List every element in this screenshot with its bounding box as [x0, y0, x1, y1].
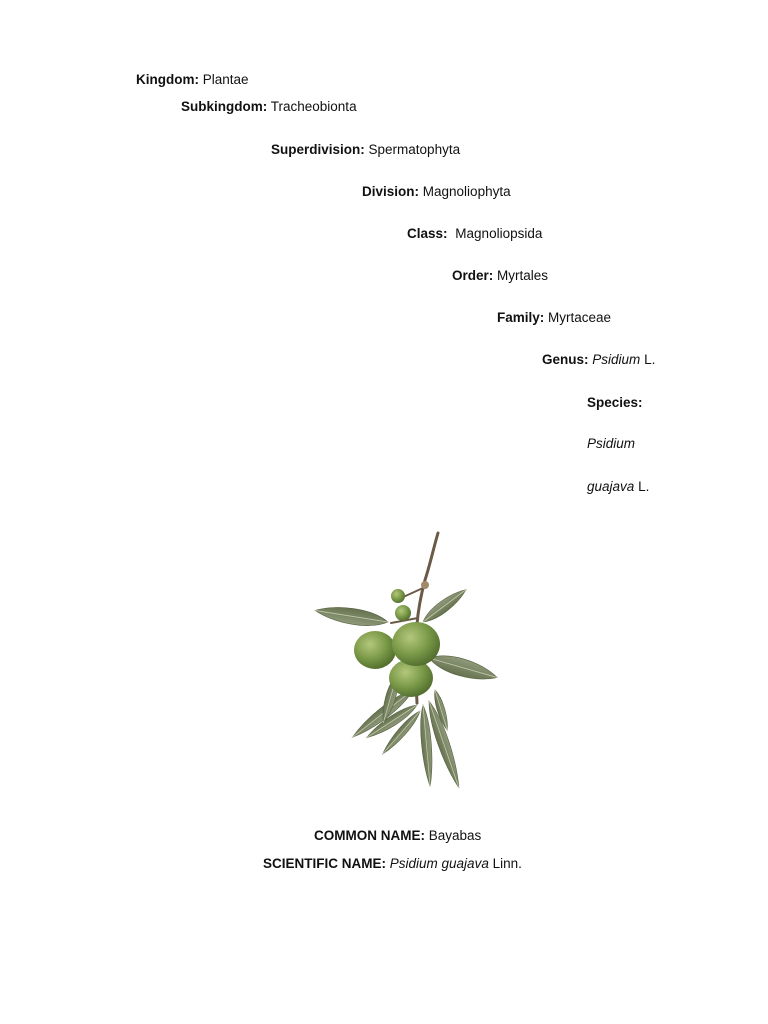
- guava-bud: [395, 605, 411, 621]
- genus-line: [542, 352, 655, 368]
- kingdom-line: [136, 72, 249, 88]
- species-genus: Psidium: [587, 436, 636, 451]
- scientific-name-line: [263, 856, 522, 872]
- subkingdom-label: Subkingdom:: [181, 99, 268, 114]
- scientific-name-author: Linn.: [492, 856, 522, 871]
- flower-bud: [421, 581, 429, 589]
- family-label: Family:: [497, 310, 545, 325]
- genus-name: Psidium: [592, 352, 641, 367]
- superdivision-value: Spermatophyta: [368, 142, 461, 157]
- superdivision-label: Superdivision:: [271, 142, 365, 157]
- leaf: [314, 603, 390, 630]
- species-label: Species:: [587, 395, 643, 410]
- common-name-label: COMMON NAME:: [314, 828, 425, 843]
- scientific-name-binomial: Psidium guajava: [389, 856, 489, 871]
- common-name-line: [314, 828, 481, 844]
- species-genus-line: [587, 436, 635, 452]
- division-value: Magnoliophyta: [422, 184, 511, 199]
- family-line: [497, 310, 611, 326]
- species-label-line: [587, 395, 643, 411]
- kingdom-label: Kingdom:: [136, 72, 199, 87]
- species-epithet: guajava: [587, 479, 635, 494]
- division-line: [362, 184, 511, 200]
- guava-fruit: [392, 622, 440, 666]
- division-label: Division:: [362, 184, 420, 199]
- guava-fruit: [354, 631, 396, 669]
- order-value: Myrtales: [497, 268, 549, 283]
- class-value: Magnoliopsida: [455, 226, 543, 241]
- genus-author: L.: [644, 352, 656, 367]
- order-label: Order:: [452, 268, 494, 283]
- leaf: [427, 650, 500, 686]
- class-line: [407, 226, 542, 242]
- common-name-value: Bayabas: [428, 828, 482, 843]
- genus-label: Genus:: [542, 352, 589, 367]
- species-author: L.: [638, 479, 650, 494]
- kingdom-value: Plantae: [202, 72, 249, 87]
- superdivision-line: [271, 142, 460, 158]
- class-label: Class:: [407, 226, 448, 241]
- order-line: [452, 268, 548, 284]
- subkingdom-value: Tracheobionta: [270, 99, 357, 114]
- species-epithet-line: [587, 479, 649, 495]
- subkingdom-line: [181, 99, 357, 115]
- scientific-name-label: SCIENTIFIC NAME:: [263, 856, 386, 871]
- guava-bud: [391, 589, 405, 603]
- leaf: [420, 585, 470, 626]
- family-value: Myrtaceae: [548, 310, 612, 325]
- guava-branch-image: [305, 525, 515, 805]
